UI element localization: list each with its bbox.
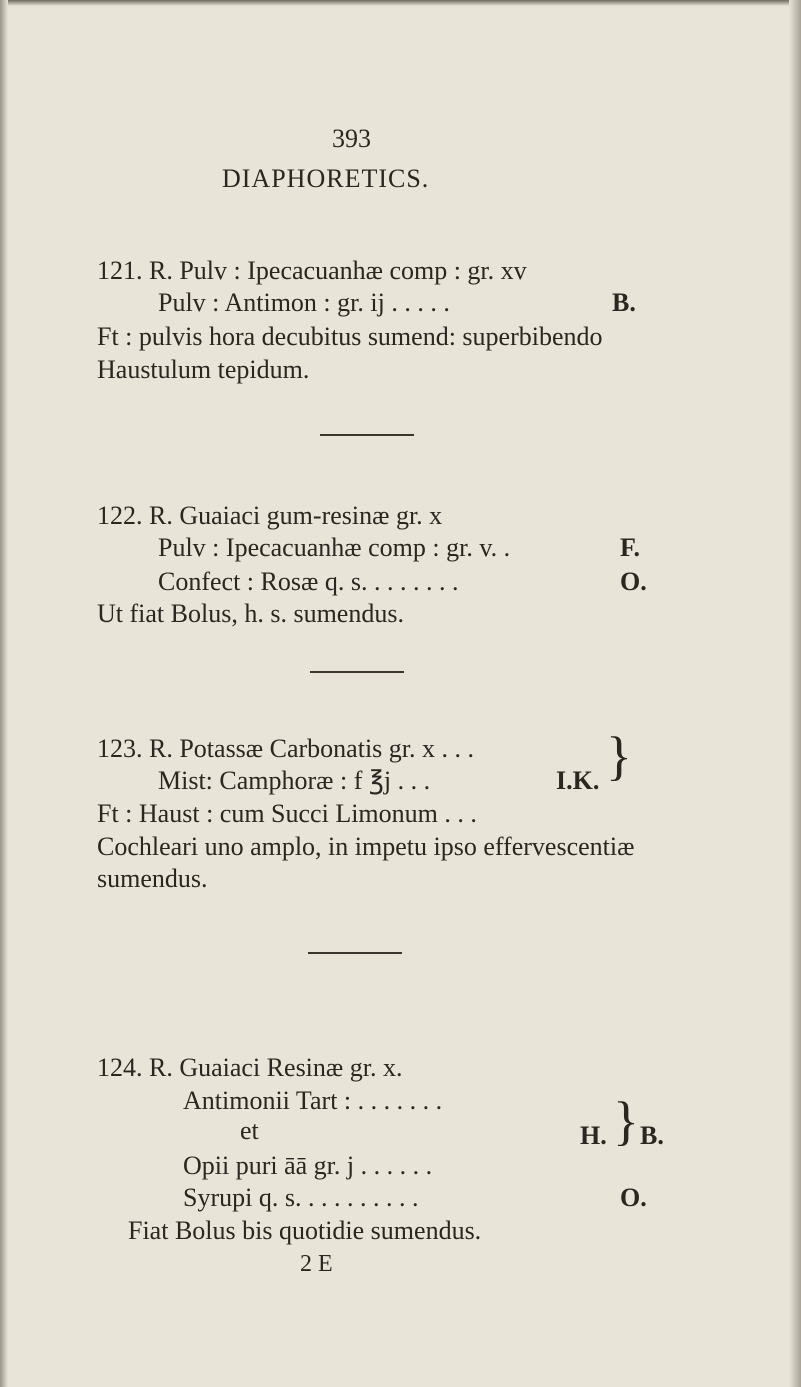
page-edge-shadow-left — [0, 0, 8, 1387]
recipe-124-initial-h: H. — [580, 1121, 607, 1150]
recipe-123-initial-ik: I.K. — [556, 766, 600, 795]
section-divider-2 — [310, 671, 404, 673]
recipe-124-line-3: et — [240, 1116, 259, 1145]
recipe-124-initial-o: O. — [620, 1183, 647, 1212]
recipe-124-line-5: Syrupi q. s. . . . . . . . . . — [183, 1183, 419, 1212]
recipe-123-line-4: Cochleari uno amplo, in impetu ipso effervescentiæ — [97, 832, 635, 861]
recipe-122-line-3: Confect : Rosæ q. s. . . . . . . . — [158, 567, 459, 596]
recipe-123-line-1: 123. R. Potassæ Carbonatis gr. x . . . — [97, 734, 475, 763]
recipe-124-line-6: Fiat Bolus bis quotidie sumendus. — [128, 1216, 482, 1245]
recipe-123-line-5: sumendus. — [97, 864, 208, 893]
page-number: 393 — [332, 124, 371, 153]
recipe-124-line-4: Opii puri āā gr. j . . . . . . — [183, 1151, 433, 1180]
recipe-122-line-1: 122. R. Guaiaci gum-resinæ gr. x — [97, 501, 443, 530]
recipe-121-line-2: Pulv : Antimon : gr. ij . . . . . — [158, 288, 450, 317]
right-brace-icon-2: } — [613, 1091, 639, 1151]
recipe-124-line-1: 124. R. Guaiaci Resinæ gr. x. — [97, 1053, 403, 1082]
recipe-122-initial-f: F. — [620, 533, 640, 562]
recipe-121-line-3: Ft : pulvis hora decubitus sumend: superbibendo — [97, 322, 603, 351]
section-divider-1 — [320, 434, 414, 436]
footer-signature: 2 E — [300, 1251, 333, 1277]
page-edge-shadow-top — [0, 0, 801, 6]
right-brace-icon: } — [606, 726, 632, 786]
section-divider-3 — [308, 952, 402, 954]
page-edge-shadow-right — [789, 0, 801, 1387]
recipe-123-line-2: Mist: Camphoræ : f ℥j . . . — [158, 766, 431, 795]
recipe-123-line-3: Ft : Haust : cum Succi Limonum . . . — [97, 799, 477, 828]
recipe-122-line-2: Pulv : Ipecacuanhæ comp : gr. v. . — [158, 533, 511, 562]
recipe-124-line-2: Antimonii Tart : . . . . . . . — [183, 1086, 443, 1115]
recipe-124-initial-b: B. — [640, 1121, 664, 1150]
recipe-121-initial-b: B. — [612, 288, 636, 317]
recipe-122-initial-o: O. — [620, 567, 647, 596]
page-title: DIAPHORETICS. — [222, 164, 430, 193]
recipe-121-line-4: Haustulum tepidum. — [97, 355, 310, 384]
recipe-122-line-4: Ut fiat Bolus, h. s. sumendus. — [97, 599, 404, 628]
recipe-121-line-1: 121. R. Pulv : Ipecacuanhæ comp : gr. xv — [97, 256, 527, 285]
